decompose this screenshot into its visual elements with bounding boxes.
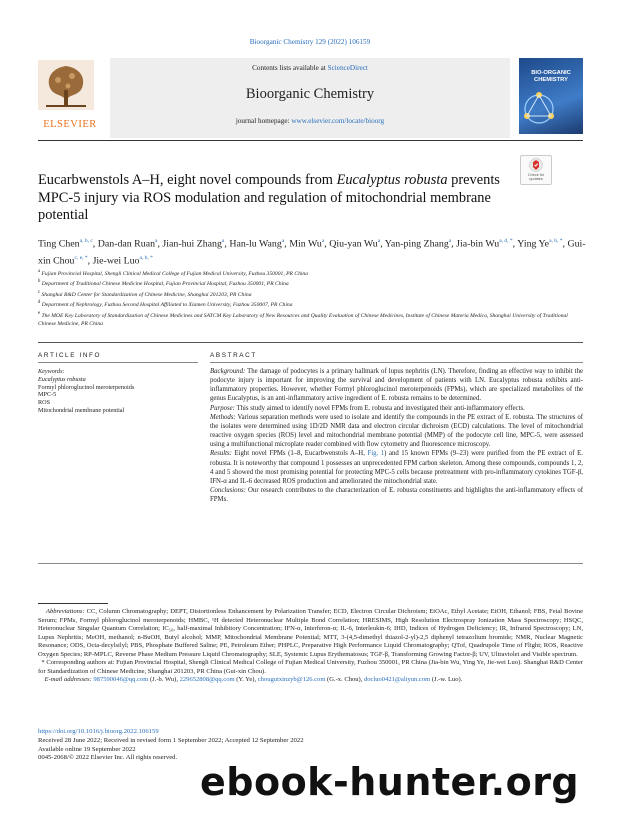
abstract-end-rule [38, 563, 583, 564]
abstract-purpose [210, 404, 583, 413]
footnotes [38, 608, 583, 685]
title-species: Eucalyptus robusta [336, 172, 448, 188]
keyword-item: Mitochondrial membrane potential [38, 406, 125, 414]
email-link[interactable]: docluo0421@aliyun.com [363, 676, 431, 684]
affiliation-item [38, 310, 586, 329]
results-text-2: ) and 15 known FPMs (9–23) were purified from the PE extract of E. robusta. It is noteworthy that compound 1 possesses an unprecedented FPM carbon skeleton. Among these compounds, compounds 1, 2, 4 and 5 showed the most promising potential for protecting MPC-5 cells because pretreatment with pro-inflammatory cytokines TGF-β, IFN-α and IL-6 decreased ROS production and ameliorated the mitochondrial state. [210, 450, 583, 485]
elsevier-tree-icon [38, 60, 94, 110]
abstract-rule [210, 362, 583, 363]
article-title [38, 172, 508, 225]
author-name[interactable]: Ting Chen [38, 238, 80, 250]
author-affiliation-marker[interactable]: a [321, 238, 325, 244]
affiliation-list [38, 268, 586, 329]
elsevier-wordmark: ELSEVIER [43, 119, 97, 130]
doi-link[interactable]: https://doi.org/10.1016/j.bioorg.2022.106159 [38, 728, 159, 735]
author-name[interactable]: Gui-xin Chou [38, 238, 586, 267]
doi-block [38, 728, 583, 763]
abstract-methods [210, 413, 583, 450]
author-affiliation-marker[interactable]: c, e, * [74, 255, 88, 262]
affiliation-text: Department of Nephrology, Fuzhou Second Hospital Affiliated to Xiamen University, Fuzhou 350007, PR China [40, 302, 293, 309]
author-affiliation-marker[interactable]: a, b, c [79, 238, 93, 244]
affiliation-key: e [38, 310, 41, 316]
keyword-item: MPC-5 [38, 391, 57, 399]
title-part2: prevents MPC-5 injury via ROS modulation and regulation of mitochondrial membrane potential [38, 172, 500, 223]
affiliation-text: Shanghai R&D Center for Standardization of Chinese Medicine, Shanghai 201203, PR China [40, 291, 252, 298]
author-affiliation-marker[interactable]: a, b, * [549, 238, 563, 244]
watermark-text: ebook-hunter.org [200, 760, 580, 804]
affiliation-key: a [38, 269, 41, 274]
keywords-list [38, 376, 198, 415]
author-affiliation-marker[interactable]: a [448, 238, 452, 244]
keyword-item: Formyl phloroglucinol meroterpenoids [38, 383, 135, 391]
author-affiliation-marker[interactable]: a [377, 238, 381, 244]
affiliation-item [38, 278, 586, 288]
author-name[interactable]: Jian-hui Zhang [162, 238, 222, 250]
methods-text: Various separation methods were used to isolate and identify the compounds in the PE extract of E. robusta. The structures of the isolates were determined using 1D/2D NMR data and electron circular dichroism (ECD) calculations. The level of mitochondrial reactive oxygen species (ROS) level and mitochondrial membrane potential (MMP) of the podocyte cell line, MPC-5, were assessed using a multifunctional microplate reader combined with flow cytometry and fluorescence microscopy. [210, 413, 583, 449]
results-text-1: Eight novel FPMs (1–8, Eucarbwenstols A–H, [231, 450, 368, 458]
author-name[interactable]: Ying Ye [517, 238, 550, 250]
email-footnote [38, 676, 583, 685]
author-name[interactable]: Min Wu [289, 238, 322, 250]
affiliation-text: Fujian Provincial Hospital, Shengli Clinical Medical College of Fujian Medical University, Fuzhou 350001, PR China [40, 270, 309, 277]
email-label: E-mail addresses: [44, 676, 92, 684]
author-affiliation-marker[interactable]: a [155, 238, 158, 244]
abstract-conclusions [210, 486, 583, 504]
homepage-line [110, 117, 510, 125]
title-part1: Eucarbwenstols A–H, eight novel compounds from [38, 172, 337, 188]
author-name[interactable]: Han-lu Wang [229, 238, 282, 250]
masthead-rule [38, 140, 583, 141]
abstract-results [210, 449, 583, 486]
author-name[interactable]: Jia-bin Wu [456, 238, 500, 250]
author-affiliation-marker[interactable]: a [281, 238, 285, 244]
abbreviations-footnote [38, 608, 583, 659]
author-name[interactable]: Dan-dan Ruan [97, 238, 156, 250]
journal-masthead [38, 58, 583, 138]
email-owner: (J.-w. Luo). [430, 676, 463, 684]
author-name[interactable]: Qiu-yan Wu [329, 238, 378, 250]
email-link[interactable]: 229652808@qq.com [179, 676, 235, 684]
affiliation-item [38, 289, 586, 299]
abbreviations-text: CC, Column Chromatography; DEPT, Distortionless Enhancement by Polarization Transfer; ECD, Electron Circular Dichroism; EtOAc, Ethyl Acetate; EtOH, Ethanol; FBS, Fetal Bovine Serum; FPMs, Formyl phloroglucinol meroterpenoids; HMBC, ¹H detected Heteronuclear Multiple Bond Correlation; HRESIMS, High Resolution Electrospray Ionization Mass Spectroscopy; HSQC, Heteronuclear Singular Quantum Correlation; IC₅₀, half-maximal Inhibitory Concentration; IFN-α, Interferon-α; IL-6, Interleukin-6; IHD, Indices of Hydrogen Deficiency; IR, Infrared Spectroscopy; LN, Lupus Nephritis; MeOH, methanol; n-BuOH, Butyl alcohol; MMP, Mitochondrial Membrane Potential; MTT, 3-(4,5-dimethyl thiazol-2-yl)-2,5 diphenyl tetrazolium bromide; NMR, Nuclear Magnetic Resonance; ODS, Octa-decylsilyl; PBS, Phosphate Buffered Saline; PE, Petroleum Ether; PHPLC, Preparative High Performance Liquid Chromatography; QTof, Quadrupole Time of Flight; ROS, Reactive Oxygen Species; RP-MPLC, Reverse Phase Medium Pressure Liquid Chromatography; SLE, Systemic Lupus Erythematosus; TGF-β, Transforming Growing Factor-β; UV, Ultraviolet and Visible spectrum. [38, 608, 583, 658]
online-date: Available online 19 September 2022 [38, 745, 136, 753]
masthead-banner [110, 58, 510, 138]
journal-cover[interactable] [519, 58, 583, 134]
background-text: The damage of podocytes is a primary hallmark of lupus nephritis (LN). Therefore, finding an effective way to inhibit the podocyte injury is important for improving the survival and development of patients with LN. Eucalyptus robusta exhibits anti-inflammatory properties. However, whether Formyl phloroglucinol meroterpenoids (FPMs), which are specialized metabolites of the genus Eucalyptus, is an anti-inflammatory active ingredient of E. robusta remains to be determined. [210, 368, 583, 403]
results-label: Results: [210, 450, 232, 458]
crossmark-icon [529, 158, 543, 172]
email-owner: (G.-x. Chou), [325, 676, 364, 684]
affiliation-key: c [38, 289, 41, 295]
received-dates: Received 28 June 2022; Received in revised form 1 September 2022; Accepted 12 September 2022 [38, 736, 304, 744]
cover-title [519, 58, 583, 83]
email-link[interactable]: 987590046@qq.com [93, 676, 149, 684]
corresponding-text: * Corresponding authors at: Fujian Provincial Hospital, Shengli Clinical Medical College of Fujian Medical University, Fuzhou 350001, PR China (Jia-bin Wu, Ying Ye, Jie-wei Luo). Shanghai R&D Center for Standardization of Chinese Medicine, Shanghai 201203, PR China (Gui-xin Chou). [38, 659, 583, 675]
figure-1-link[interactable]: Fig. 1 [367, 450, 385, 458]
abstract-body [210, 367, 583, 504]
article-info-rule [38, 362, 198, 363]
corresponding-footnote [38, 659, 583, 676]
cover-title-line2: CHEMISTRY [534, 76, 568, 83]
cover-title-line1: BIO-ORGANIC [531, 70, 571, 76]
author-affiliation-marker[interactable]: a [221, 238, 225, 244]
email-link[interactable]: chouguixinzyb@126.com [257, 676, 326, 684]
journal-name: Bioorganic Chemistry [245, 86, 375, 102]
section-rule [38, 342, 583, 343]
copyright-line: 0045-2068/© 2022 Elsevier Inc. All rights reserved. [38, 754, 178, 762]
badge-line2: updates [529, 177, 543, 181]
email-owner: (Y. Ye), [234, 676, 258, 684]
keyword-item: Eucalyptus robusta [38, 375, 86, 383]
author-affiliation-marker[interactable]: a, d, * [499, 238, 513, 244]
contents-prefix: Contents lists available at [252, 64, 328, 72]
abstract-background [210, 367, 583, 404]
sciencedirect-link[interactable]: ScienceDirect [327, 64, 368, 72]
elsevier-logo [38, 60, 102, 136]
purpose-text: This study aimed to identify novel FPMs from E. robusta and investigated their anti-inflammatory effects. [234, 404, 525, 412]
purpose-label: Purpose: [210, 404, 235, 412]
molecule-icon [519, 89, 559, 129]
affiliation-text: The MOE Key Laboratory of Standardization of Chinese Medicines and SATCM Key Laboratory of New Resources and Quality Evaluation of Chinese Medicines, Institute of Chinese Materia Medica, Shanghai University of Traditional Chinese Medicine, PR China [38, 312, 568, 328]
article-info-heading: ARTICLE INFO [38, 352, 102, 359]
background-label: Background: [210, 368, 246, 375]
contents-line [110, 64, 510, 72]
affiliation-item [38, 268, 586, 278]
conclusions-text: Our research contributes to the characterization of E. robusta constituents and highlights the anti-inflammatory effects of FPMs. [210, 487, 583, 504]
abbreviations-label: Abbreviations: [45, 608, 85, 615]
affiliation-text: Department of Traditional Chinese Medicine Hospital, Fujian Provincial Hospital, Fuzhou 350001, PR China [40, 281, 289, 288]
email-owner: (J.-b. Wu), [148, 676, 180, 684]
keywords-block [38, 368, 198, 415]
author-affiliation-marker[interactable]: a, b, * [139, 255, 153, 262]
journal-citation[interactable]: Bioorganic Chemistry 129 (2022) 106159 [249, 38, 371, 46]
badge-line1: Check for [527, 173, 545, 177]
affiliation-key: d [38, 300, 41, 306]
author-name[interactable]: Yan-ping Zhang [384, 238, 449, 250]
author-list: Ting Chen$^{a, b, c}$, Dan-dan Ruan$^a$, Jian-hui Zhang$^a$, Han-lu Wang$^a$, Min Wu$^a$, Qiu-yan Wu$^a$, Yan-ping Zhang$^a$, Jia-bin $Wu^{a, d, *}$, Ying $Ye^{a, b, *}$, Gui-xin Chou$^{c, e, *}$, Jie-wei Luo$^{a, b, *}$ [38, 238, 586, 267]
abstract-heading: ABSTRACT [210, 352, 257, 359]
affiliation-item [38, 299, 586, 309]
check-for-updates-badge[interactable] [520, 155, 552, 185]
conclusions-label: Conclusions: [210, 487, 246, 495]
keyword-item: ROS [38, 399, 51, 407]
methods-label: Methods: [210, 413, 236, 421]
author-name[interactable]: Jie-wei Luo [92, 255, 140, 267]
footnote-rule [38, 603, 108, 604]
homepage-link[interactable]: www.elsevier.com/locate/bioorg [291, 117, 385, 125]
homepage-prefix: journal homepage: [235, 117, 292, 125]
keywords-label: Keywords: [38, 368, 65, 375]
affiliation-key: b [38, 279, 41, 285]
